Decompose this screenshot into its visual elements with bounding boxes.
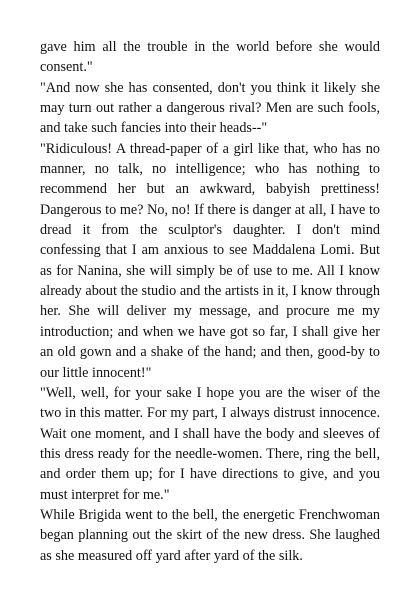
page-text <box>40 37 380 566</box>
paragraph-4: "Well, well, for your sake I hope you are the wiser of the two in this matter. For my part, I always distrust innocence. Wait one moment, and I shall have the body and sleeves of this dress ready for the needle-women. There, ring the bell, and order them up; for I have directions to give, and you must interpret for me." <box>40 384 380 503</box>
paragraph-3: "Ridiculous! A thread-paper of a girl like that, who has no manner, no talk, no intelligence; who has nothing to recommend her but an awkward, babyish prettiness! Dangerous to me? No, no! If there is danger at all, I have to dread it from the sculptor's daughter. I don't mind confessing that I am anxious to see Maddalena Lomi. But as for Nanina, she will simply be of use to me. All I know already about the studio and the artists in it, I know through her. She will deliver my message, and procure me my introduction; and when we have got so far, I shall give her an old gown and a shake of the hand; and then, good-by to our little innocent!" <box>40 140 380 381</box>
paragraph-1: gave him all the trouble in the world before she would consent." <box>40 39 380 76</box>
paragraph-5: While Brigida went to the bell, the energetic Frenchwoman began planning out the skirt of the new dress. She laughed as she measured off yard after yard of the silk. <box>40 506 380 564</box>
paragraph-2: "And now she has consented, don't you think it likely she may turn out rather a dangerous rival? Men are such fools, and take such fancies into their heads--" <box>40 79 380 137</box>
